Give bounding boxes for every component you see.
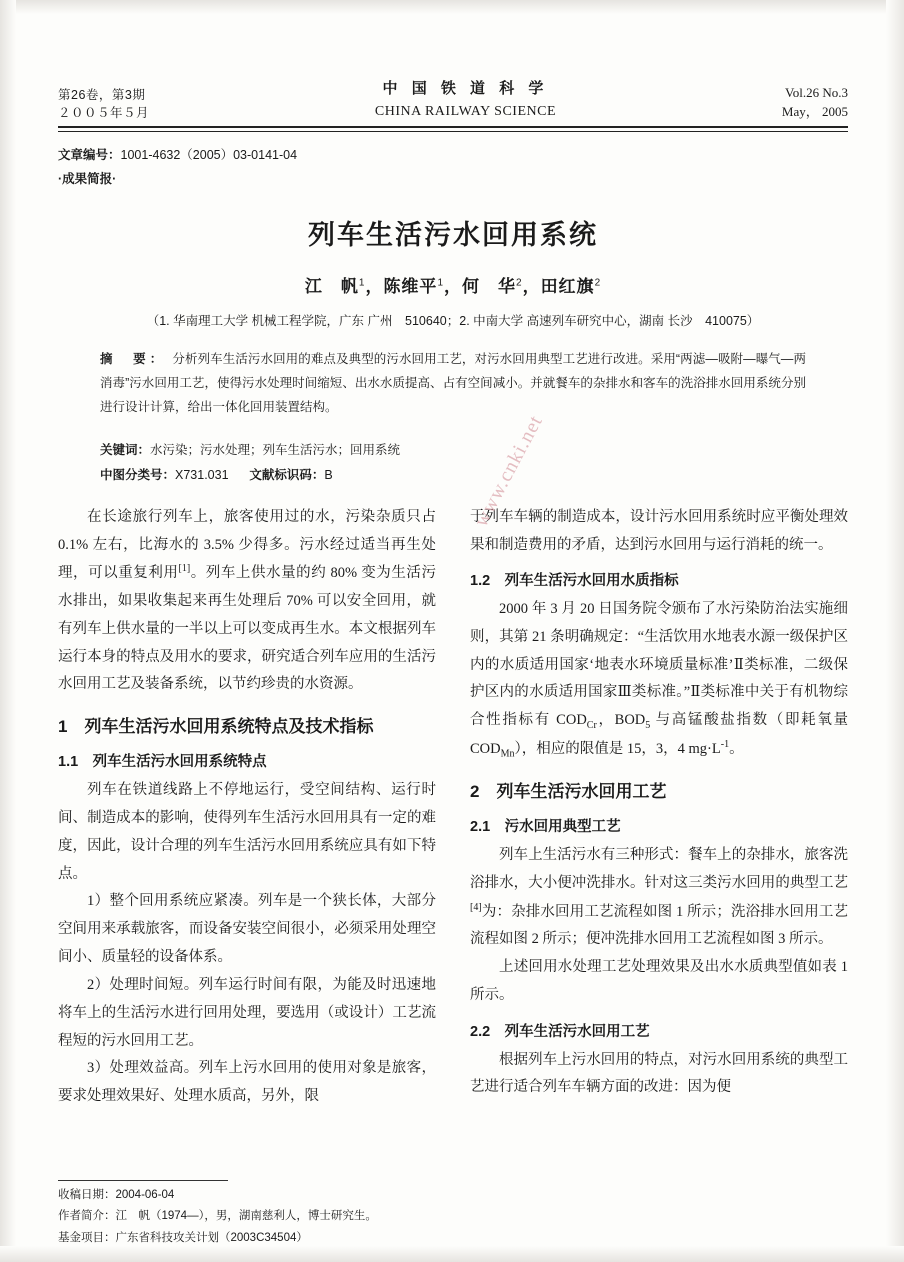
abstract-text: 分析列车生活污水回用的难点及典型的污水回用工艺，对污水回用典型工艺进行改进。采用“两滤—吸附—曝气—两消毒”污水回用工艺，使得污水处理时间缩短、出水水质提高、占有空间减小。并就餐车的杂排水和客车的洗浴排水回用系统分别进行设计计算，给出一体化回用装置结构。 — [100, 351, 806, 415]
volume-issue-en: Vol.26 No.3 — [785, 85, 848, 101]
scan-edge-top — [0, 0, 904, 14]
page-title: 列车生活污水回用系统 — [308, 219, 598, 250]
paragraph-1-1-3: 2）处理时间短。列车运行时间有限，为能及时迅速地将车上的生活污水进行回用处理，要选用（或设计）工艺流程短的污水回用工艺。 — [58, 976, 436, 1049]
volume-issue: 第26卷，第3期 — [58, 87, 146, 102]
citation-ref-1: [1] — [178, 563, 191, 575]
running-head-right — [782, 84, 848, 122]
clc-label: 中图分类号： — [100, 467, 176, 482]
document-code-label: 文献标识码： — [249, 467, 325, 482]
paragraph-intro-a: 在长途旅行列车上，旅客使用过的水，污染杂质只占 0.1% 左右，比海水的 3.5% 少得多。污水经过适当再生处理，可以重复利用 — [58, 508, 436, 582]
article-number-label: 文章编号： — [58, 148, 121, 163]
footnote-fund-label: 基金项目： — [58, 1231, 116, 1244]
column-left — [58, 504, 436, 1111]
citation-ref-4: [4] — [470, 901, 482, 913]
paragraph-1-2-1-e: 。 — [729, 741, 744, 758]
publication-date-en: May， 2005 — [781, 104, 848, 120]
header-rule — [58, 126, 848, 132]
subscript-cr: Cr — [586, 720, 597, 732]
clc-value: X731.031 — [175, 467, 229, 482]
paragraph-intro-b: 。列车上供水量的约 80% 变为生活污水排出，如果收集起来再生处理后 70% 可以安全回用，就有列车上供水量的一半以上可以变成再生水。本文根据列车运行本身的特点及用水的要求，研究适合列车应用的生活污水回用工艺及装备系统，以节约珍贵的水资源。 — [58, 565, 436, 693]
paragraph-1-1-1: 列车在铁道线路上不停地运行，受空间结构、运行时间、制造成本的影响，使得列车生活污水回用具有一定的难度，因此，设计合理的列车生活污水回用系统应具有如下特点。 — [58, 782, 436, 882]
section-2-2-heading: 2.2 列车生活污水回用工艺 — [470, 1023, 650, 1040]
document-code-value: B — [324, 467, 333, 482]
footnote-author-bio — [58, 1206, 438, 1227]
journal-title-en: CHINA RAILWAY SCIENCE — [374, 103, 557, 119]
paragraph-1-1-2: 1）整个回用系统应紧凑。列车是一个狭长体，大部分空间用来承载旅客，而设备安装空间很小，必须采用处理空间小、质量轻的设备体系。 — [58, 893, 436, 966]
author-2: 陈维平$^1$ — [383, 276, 444, 296]
running-head-left — [58, 86, 149, 122]
footnote-author-bio-label: 作者简介： — [58, 1210, 116, 1223]
paragraph-1-1-4: 3）处理效益高。列车上污水回用的使用对象是旅客，要求处理效果好、处理水质高，另外，限 — [58, 1060, 436, 1105]
section-1-2-heading: 1.2 列车生活污水回用水质指标 — [470, 573, 679, 590]
paragraph-2-1-1 — [470, 842, 848, 954]
author-1: 江 帆$^1$ — [304, 276, 366, 296]
footnote-rule — [58, 1180, 228, 1181]
abstract-block — [100, 347, 806, 420]
keywords-label: 关键词： — [100, 442, 151, 457]
publication-date-cn: ２００５年５月 — [58, 105, 150, 120]
column-right — [470, 504, 848, 1111]
paragraph-2-2-1: 根据列车上污水回用的特点，对污水回用系统的典型工艺进行适合列车车辆方面的改进：因为便 — [470, 1051, 848, 1096]
paragraph-2-1-2: 上述回用水处理工艺处理效果及出水水质典型值如表 1 所示。 — [470, 959, 848, 1004]
paragraph-1-2-1-a: 2000 年 3 月 20 日国务院令颁布了水污染防治法实施细则，其第 21 条明确规定：“生活饮用水地表水源一级保护区内的水质适用国家‘地表水环境质量标准’Ⅱ类标准，二级保护区内的水质适用国家Ⅲ类标准。”Ⅱ类标准中关于有机物综合性指标有 COD — [470, 600, 848, 729]
author-affiliation: （1. 华南理工大学 机械工程学院，广东 广州 510640；2. 中南大学 高速列车研究中心，湖南 长沙 410075） — [146, 313, 760, 328]
scan-edge-right — [886, 0, 904, 1262]
article-meta — [58, 144, 848, 167]
section-1-heading: 1 列车生活污水回用系统特点及技术指标 — [58, 717, 374, 737]
footnote-received — [58, 1185, 438, 1206]
running-head-center — [159, 78, 772, 122]
paragraph-intro — [58, 504, 436, 700]
abstract-label: 摘 要： — [100, 351, 167, 366]
keywords-text: 水污染；污水处理；列车生活污水；回用系统 — [150, 442, 401, 457]
body-columns — [58, 504, 848, 1111]
subscript-5: 5 — [645, 720, 651, 732]
footnote-received-label: 收稿日期： — [58, 1189, 116, 1201]
paragraph-1-2-1-c: 与高锰酸盐指数（即耗氧量 COD — [470, 712, 848, 758]
keywords-line — [100, 438, 806, 463]
paragraph-2-1-1-b: 为：杂排水回用工艺流程如图 1 所示；洗浴排水回用工艺流程如图 2 所示；便冲洗排水回用工艺流程如图 3 所示。 — [470, 903, 848, 948]
author-3: 何 华$^2$ — [462, 276, 523, 296]
paragraph-continuation: 于列车车辆的制造成本，设计污水回用系统时应平衡处理效果和制造费用的矛盾，达到污水回用与运行消耗的统一。 — [470, 508, 848, 553]
article-number-value: 1001-4632（2005）03-0141-04 — [120, 148, 298, 163]
author-list: 江 帆$^1$，陈维平$^1$，何 华$^2$，田红旗$^2$ — [304, 276, 602, 296]
paragraph-1-2-1-b: ，BOD — [596, 712, 646, 729]
footnote-fund — [58, 1228, 438, 1249]
footnotes-block — [58, 1180, 438, 1249]
running-head — [58, 78, 848, 122]
paragraph-1-2-1 — [470, 596, 848, 764]
section-1-1-heading: 1.1 列车生活污水回用系统特点 — [58, 754, 267, 771]
paragraph-1-2-1-d: ），相应的限值是 15，3，4 mg·L — [514, 741, 721, 758]
paragraph-2-1-1-a: 列车上生活污水有三种形式：餐车上的杂排水，旅客洗浴排水，大小便冲洗排水。针对这三类污水回用的典型工艺 — [470, 847, 848, 891]
section-2-1-heading: 2.1 污水回用典型工艺 — [470, 819, 621, 836]
scan-edge-left — [0, 0, 16, 1262]
section-2-heading: 2 列车生活污水回用工艺 — [470, 782, 667, 802]
watermark: www.cnki.net — [470, 411, 548, 531]
article-sheet — [58, 78, 848, 1111]
subscript-mn: Mn — [500, 749, 515, 761]
footnote-author-bio-value: 江 帆（1974—），男，湖南慈利人，博士研究生。 — [115, 1210, 377, 1223]
journal-title-cn: 中 国 铁 道 科 学 — [382, 80, 549, 97]
author-4: 田红旗$^2$ — [540, 276, 602, 296]
superscript-unit: -1 — [720, 739, 730, 751]
clc-line — [100, 463, 806, 488]
article-category: ·成果简报· — [58, 171, 117, 186]
footnote-fund-value: 广东省科技攻关计划（2003C34504） — [115, 1231, 308, 1244]
keywords-block — [100, 438, 806, 488]
footnote-received-value: 2004-06-04 — [115, 1189, 175, 1201]
